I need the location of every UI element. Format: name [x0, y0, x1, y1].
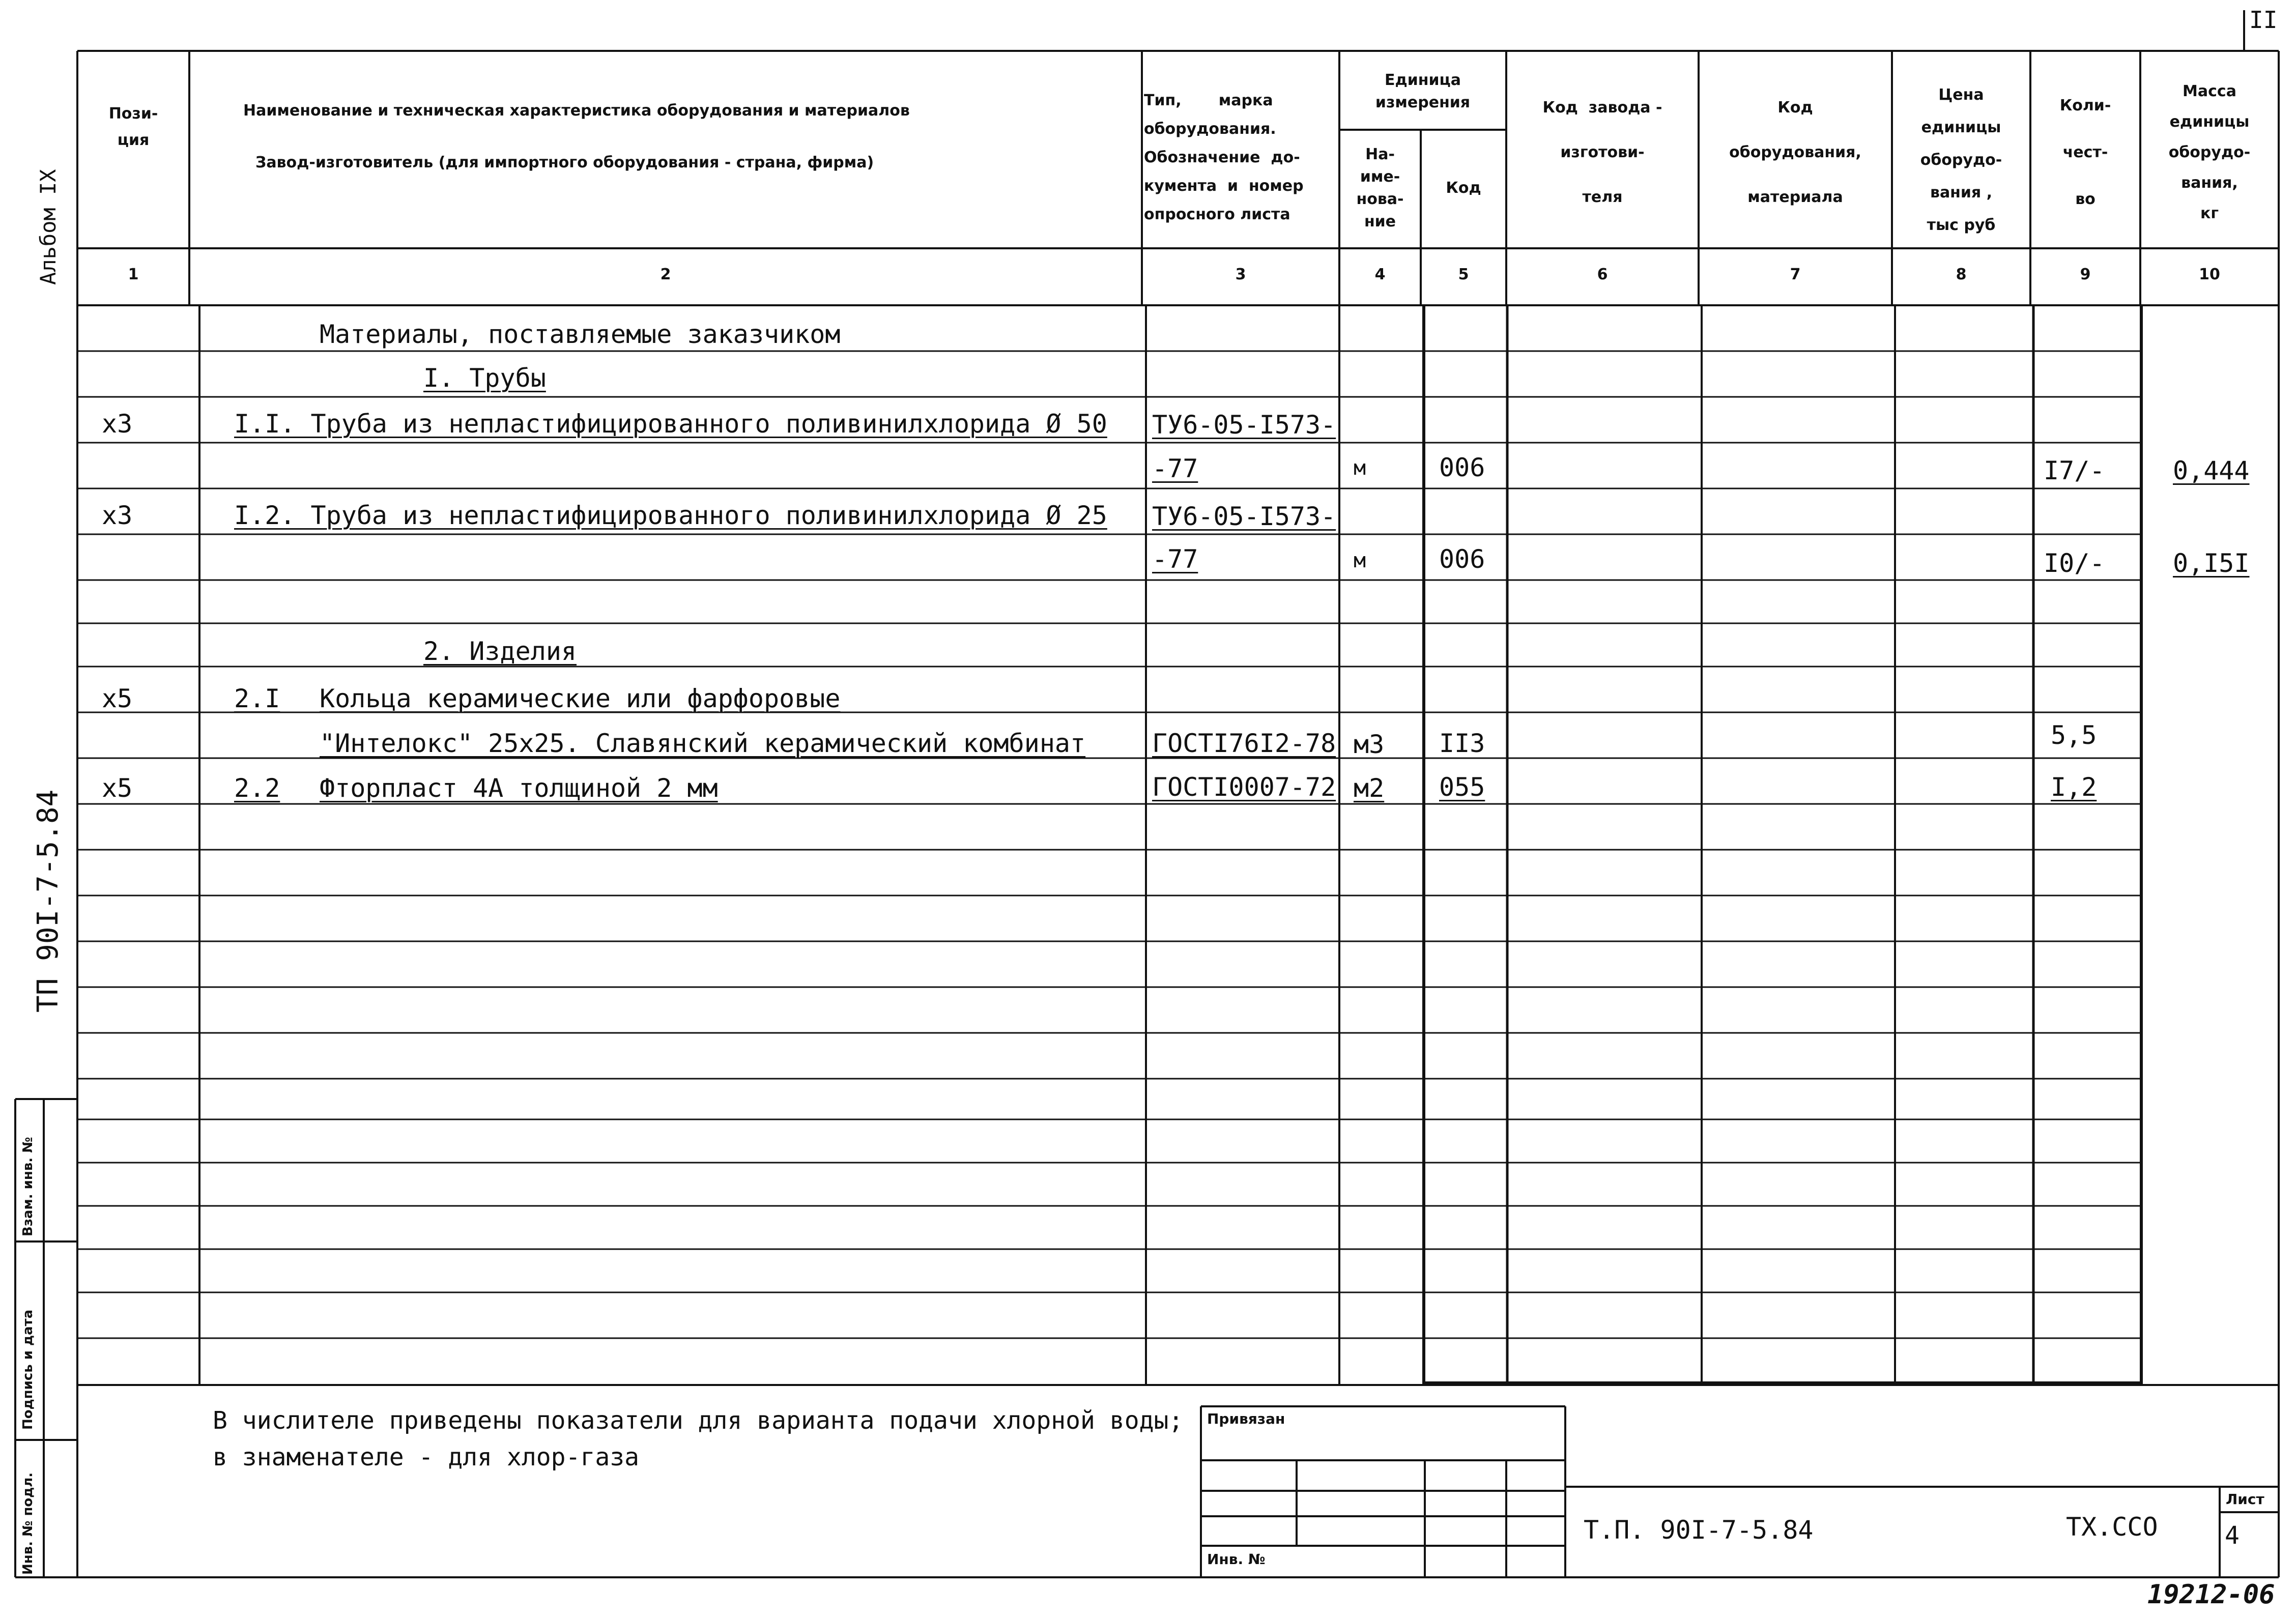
col-num-7: 7	[1790, 266, 1801, 283]
group-pipes: I. Трубы	[423, 363, 546, 393]
header-name: Наименование и техническая характеристика оборудования и материалов	[243, 102, 910, 120]
header-unit-name: На- име- нова- ние	[1356, 146, 1404, 230]
inv-no-label: Инв. №	[1207, 1551, 1266, 1568]
row4-position: x5	[102, 773, 133, 803]
row1-code: 006	[1439, 453, 1485, 482]
col-num-1: 1	[128, 266, 139, 283]
row4-quantity: I,2	[2051, 772, 2097, 802]
row3-name-a: Кольца керамические или фарфоровые	[320, 684, 841, 713]
col-num-6: 6	[1597, 266, 1608, 283]
header-factory-code: Код завода - изготови- теля	[1542, 99, 1662, 206]
document-code: Т.П. 90I-7-5.84	[1584, 1515, 1814, 1545]
stamp-vzam-inv: Взам. инв. №	[20, 1137, 36, 1236]
stamp-inv-orig: Инв. № подл.	[20, 1472, 36, 1575]
row2-doc-a: ТУ6-05-I573-	[1152, 502, 1336, 531]
row3-code: II3	[1439, 729, 1485, 758]
row2-quantity: I0/-	[2044, 548, 2105, 578]
header-type: Тип, марка оборудования. Обозначение до- кумента и номер опросного листа	[1144, 92, 1304, 223]
album-label: Альбом IX	[36, 169, 61, 285]
col-num-5: 5	[1458, 266, 1469, 283]
col-num-2: 2	[660, 266, 671, 283]
row1-doc-b: -77	[1152, 454, 1198, 483]
col-num-9: 9	[2080, 266, 2091, 283]
row4-code: 055	[1439, 772, 1485, 802]
sheet-number: 4	[2225, 1521, 2240, 1550]
col-num-3: 3	[1235, 266, 1246, 283]
row1-doc-a: ТУ6-05-I573-	[1152, 410, 1336, 440]
document-mark: ТХ.ССО	[2066, 1512, 2158, 1542]
sheet-label: Лист	[2226, 1491, 2264, 1508]
note-line-2: в знаменателе - для хлор-газа	[213, 1443, 640, 1471]
header-equipment-code: Код оборудования, материала	[1729, 99, 1861, 206]
col-num-10: 10	[2199, 266, 2220, 283]
row1-quantity: I7/-	[2044, 456, 2105, 485]
row4-unit: м2	[1354, 773, 1385, 803]
row4-number: 2.2	[234, 773, 280, 803]
header-manufacturer: Завод-изготовитель (для импортного оборудования - страна, фирма)	[255, 154, 874, 171]
row1-unit: м	[1354, 456, 1366, 480]
header-price: Цена единицы оборудо- вания , тыс руб	[1920, 86, 2002, 234]
col-num-4: 4	[1374, 266, 1386, 283]
row4-name: Фторпласт 4А толщиной 2 мм	[320, 773, 718, 803]
row2-mass: 0,I5I	[2173, 548, 2250, 578]
header-quantity: Коли- чест- во	[2059, 97, 2111, 208]
stamp-sign-date: Подпись и дата	[20, 1309, 36, 1430]
row2-unit: м	[1354, 549, 1366, 572]
col-num-8: 8	[1956, 266, 1967, 283]
row2-doc-b: -77	[1152, 544, 1198, 574]
row2-name: I.2. Труба из непластифицированного поливинилхлорида Ø 25	[234, 501, 1107, 530]
project-label: ТП 90I-7-5.84	[32, 789, 65, 1013]
row1-mass: 0,444	[2173, 456, 2250, 485]
corner-number: II	[2249, 6, 2278, 34]
row3-unit: м3	[1354, 730, 1385, 759]
row2-code: 006	[1439, 544, 1485, 574]
row3-quantity: 5,5	[2051, 720, 2097, 750]
row3-position: x5	[102, 684, 133, 713]
header-mass: Масса единицы оборудо- вания, кг	[2168, 82, 2251, 222]
header-unit: Единица измерения	[1375, 71, 1471, 111]
group-products: 2. Изделия	[423, 637, 577, 666]
row3-doc: ГОСТI76I2-78	[1152, 729, 1336, 758]
header-position: Пози- ция	[108, 105, 158, 149]
section-title: Материалы, поставляемые заказчиком	[320, 320, 841, 349]
row3-name-b: "Интелокс" 25x25. Славянский керамический комбинат	[320, 729, 1086, 758]
row2-position: x3	[102, 501, 133, 530]
row3-number: 2.I	[234, 684, 280, 713]
note-line-1: В числителе приведены показатели для варианта подачи хлорной воды;	[213, 1406, 1184, 1435]
row1-name: I.I. Труба из непластифицированного поливинилхлорида Ø 50	[234, 409, 1107, 439]
row1-position: x3	[102, 409, 133, 439]
row4-doc: ГОСТI0007-72	[1152, 772, 1336, 802]
archive-number: 19212-06	[2147, 1579, 2275, 1610]
header-unit-code: Код	[1446, 179, 1481, 197]
privyazan-label: Привязан	[1207, 1410, 1285, 1427]
